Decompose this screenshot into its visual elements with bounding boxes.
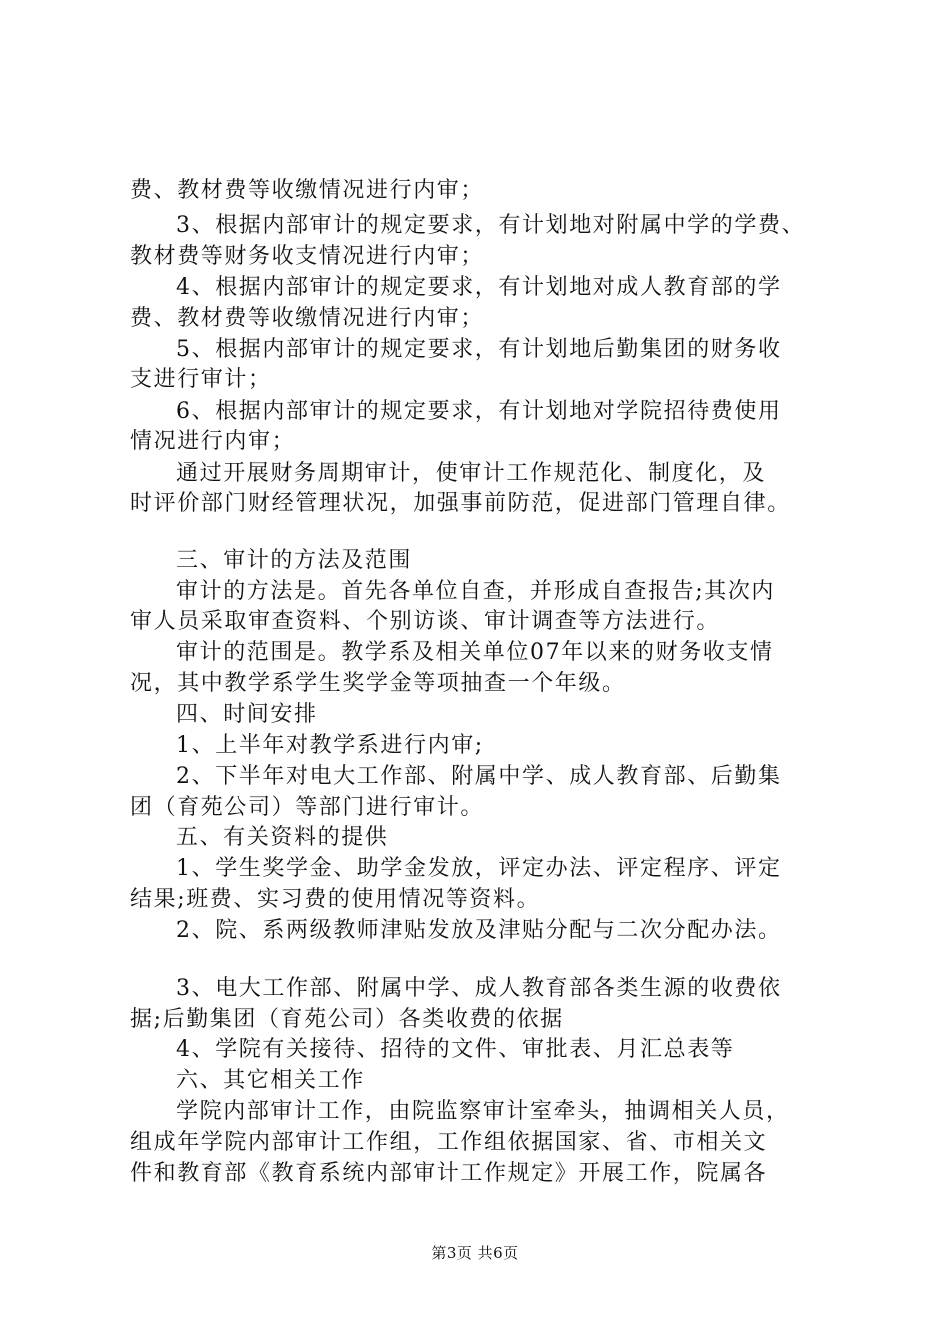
text-line: 4、根据内部审计的规定要求，有计划地对成人教育部的学 — [176, 275, 782, 300]
text-line: 1、学生奖学金、助学金发放，评定办法、评定程序、评定 — [176, 856, 782, 881]
text-line: 结果;班费、实习费的使用情况等资料。 — [130, 887, 541, 912]
text-line: 况，其中教学系学生奖学金等项抽查一个年级。 — [130, 671, 626, 696]
text-line: 5、根据内部审计的规定要求，有计划地后勤集团的财务收 — [176, 337, 782, 362]
section-heading: 三、审计的方法及范围 — [176, 548, 413, 573]
text-line: 6、根据内部审计的规定要求，有计划地对学院招待费使用 — [176, 399, 782, 424]
text-line: 审计的方法是。首先各单位自查，并形成自查报告;其次内 — [176, 579, 776, 604]
text-line: 教材费等财务收支情况进行内审； — [130, 244, 485, 269]
text-line: 费、教材费等收缴情况进行内审； — [130, 178, 485, 203]
text-line: 情况进行内审； — [130, 429, 296, 454]
text-line: 费、教材费等收缴情况进行内审； — [130, 306, 485, 331]
text-line: 支进行审计； — [130, 367, 272, 392]
text-line: 时评价部门财经管理状况，加强事前防范，促进部门管理自律。 — [130, 491, 791, 516]
text-line: 据;后勤集团（育苑公司）各类收费的依据 — [130, 1007, 564, 1032]
text-line: 学院内部审计工作，由院监察审计室牵头，抽调相关人员， — [176, 1099, 790, 1124]
text-line: 审人员采取审查资料、个别访谈、审计调查等方法进行。 — [130, 609, 721, 634]
section-heading: 五、有关资料的提供 — [176, 825, 389, 850]
text-line: 4、学院有关接待、招待的文件、审批表、月汇总表等 — [176, 1037, 735, 1062]
text-line: 团（育苑公司）等部门进行审计。 — [130, 795, 485, 820]
text-line: 3、根据内部审计的规定要求，有计划地对附属中学的学费、 — [176, 213, 806, 238]
text-line: 3、电大工作部、附属中学、成人教育部各类生源的收费依 — [176, 976, 782, 1001]
section-heading: 六、其它相关工作 — [176, 1068, 365, 1093]
page-number-footer: 第3页 共6页 — [431, 1244, 519, 1262]
text-line: 件和教育部《教育系统内部审计工作规定》开展工作，院属各 — [130, 1161, 768, 1186]
text-line: 2、下半年对电大工作部、附属中学、成人教育部、后勤集 — [176, 764, 782, 789]
text-line: 2、院、系两级教师津贴发放及津贴分配与二次分配办法。 — [176, 918, 782, 943]
section-heading: 四、时间安排 — [176, 702, 318, 727]
text-line: 1、上半年对教学系进行内审; — [176, 733, 484, 758]
text-line: 审计的范围是。教学系及相关单位07年以来的财务收支情 — [176, 640, 774, 665]
text-line: 组成年学院内部审计工作组，工作组依据国家、省、市相关文 — [130, 1130, 768, 1155]
text-line: 通过开展财务周期审计，使审计工作规范化、制度化，及 — [176, 461, 767, 486]
